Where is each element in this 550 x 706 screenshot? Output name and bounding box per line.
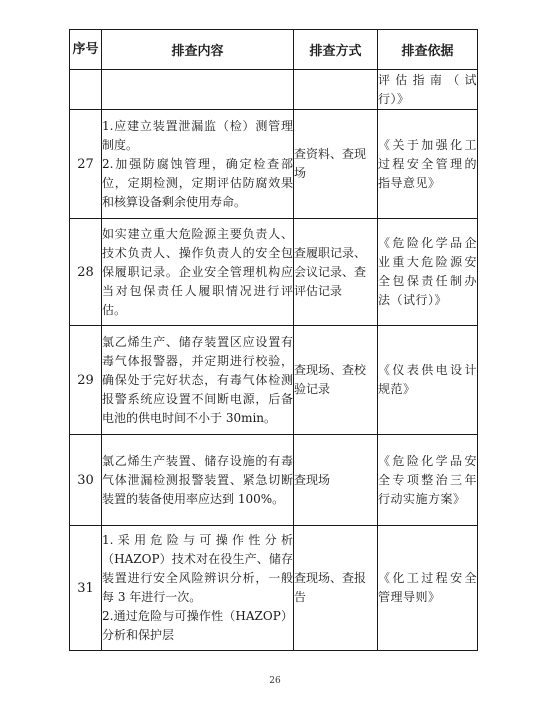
row-content [102,70,294,110]
row-method: 查现场、查报告 [294,526,378,651]
table-row [70,219,478,326]
table-header-row [70,30,478,70]
row-method: 查现场、查校验记录 [294,326,378,435]
row-basis: 评估指南（试行）》 [378,70,478,110]
table-row [70,70,478,110]
row-basis: 《危险化学品企业重大危险源安全包保责任制办法（试行）》 [378,219,478,326]
row-no: 28 [70,219,102,326]
row-method: 查资料、查现场 [294,110,378,219]
header-method: 排查方式 [294,30,378,70]
row-content: 氯乙烯生产、储存装置区应设置有毒气体报警器，并定期进行校验，确保处于完好状态，有毒气体检测报警系统应设置不间断电源，后备电池的供电时间不小于 30min。 [102,326,294,435]
row-basis: 《化工过程安全管理导则》 [378,526,478,651]
row-no: 30 [70,435,102,526]
row-method: 查现场 [294,435,378,526]
row-no [70,70,102,110]
inspection-table [69,29,478,651]
row-content: 如实建立重大危险源主要负责人、技术负责人、操作负责人的安全包保履职记录。企业安全管理机构应当对包保责任人履职情况进行评估。 [102,219,294,326]
header-content: 排查内容 [102,30,294,70]
header-no: 序号 [70,30,102,70]
table-row [70,326,478,435]
header-basis: 排查依据 [378,30,478,70]
row-no: 31 [70,526,102,651]
table-row [70,110,478,219]
row-content: 1.应建立装置泄漏监（检）测管理制度。 2.加强防腐蚀管理，确定检查部位，定期检测，定期评估防腐效果和核算设备剩余使用寿命。 [102,110,294,219]
row-basis: 《危险化学品安全专项整治三年行动实施方案》 [378,435,478,526]
row-basis: 《关于加强化工过程安全管理的指导意见》 [378,110,478,219]
row-no: 29 [70,326,102,435]
row-no: 27 [70,110,102,219]
table-row [70,526,478,651]
page-number: 26 [269,676,281,686]
row-method: 查履职记录、会议记录、查评估记录 [294,219,378,326]
row-basis: 《仪表供电设计规范》 [378,326,478,435]
row-content: 氯乙烯生产装置、储存设施的有毒气体泄漏检测报警装置、紧急切断装置的装备使用率应达到 100%。 [102,435,294,526]
table-row [70,435,478,526]
row-content: 1.采用危险与可操作性分析（HAZOP）技术对在役生产、储存装置进行安全风险辨识分析，一般每 3 年进行一次。 2.通过危险与可操作性（HAZOP）分析和保护层 [102,526,294,651]
row-method [294,70,378,110]
